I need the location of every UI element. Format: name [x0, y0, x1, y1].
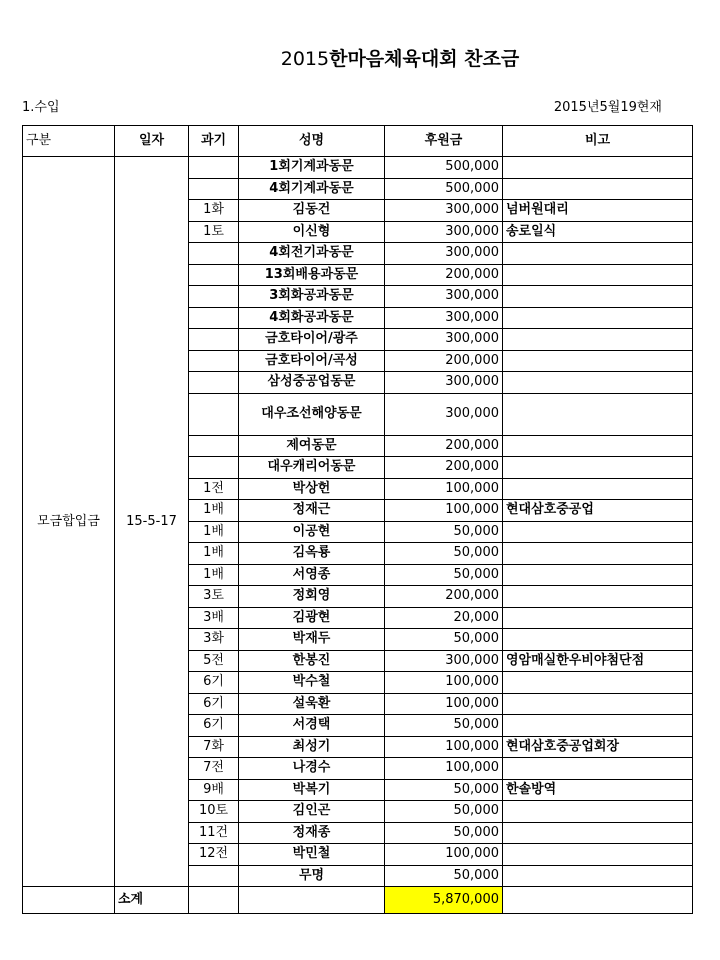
header-date: 일자	[115, 126, 189, 157]
name-cell: 4회화공과동문	[239, 307, 385, 329]
name-cell: 김동건	[239, 200, 385, 222]
title-text: 한마음체육대회 찬조금	[329, 48, 520, 70]
name-cell: 13회배용과동문	[239, 264, 385, 286]
name-cell: 박민철	[239, 844, 385, 866]
note-cell	[503, 178, 693, 200]
subtotal-row	[23, 887, 693, 914]
name-cell: 서영종	[239, 564, 385, 586]
amount-cell: 300,000	[385, 393, 503, 435]
name-cell: 대우캐리어동문	[239, 457, 385, 479]
class-cell: 5전	[189, 650, 239, 672]
amount-cell: 100,000	[385, 672, 503, 694]
class-cell: 1토	[189, 221, 239, 243]
header-note: 비고	[503, 126, 693, 157]
header-name: 성명	[239, 126, 385, 157]
class-cell: 6기	[189, 693, 239, 715]
amount-cell: 100,000	[385, 500, 503, 522]
class-cell: 1전	[189, 478, 239, 500]
note-cell	[503, 629, 693, 651]
note-cell	[503, 372, 693, 394]
amount-cell: 300,000	[385, 650, 503, 672]
amount-cell: 50,000	[385, 865, 503, 887]
name-cell: 이공현	[239, 521, 385, 543]
table-row	[23, 157, 693, 179]
amount-cell: 200,000	[385, 435, 503, 457]
name-cell: 정회영	[239, 586, 385, 608]
name-cell: 제여동문	[239, 435, 385, 457]
header-class: 과기	[189, 126, 239, 157]
amount-cell: 200,000	[385, 264, 503, 286]
class-cell: 11건	[189, 822, 239, 844]
amount-cell: 300,000	[385, 286, 503, 308]
name-cell: 박수철	[239, 672, 385, 694]
name-cell: 박재두	[239, 629, 385, 651]
class-cell: 3화	[189, 629, 239, 651]
subtotal-empty-cell	[239, 887, 385, 914]
note-cell	[503, 393, 693, 435]
note-cell: 현대삼호중공업회장	[503, 736, 693, 758]
category-cell: 모금합입금	[23, 157, 115, 887]
name-cell: 금호타이어/광주	[239, 329, 385, 351]
class-cell	[189, 264, 239, 286]
amount-cell: 100,000	[385, 478, 503, 500]
note-cell: 송로일식	[503, 221, 693, 243]
name-cell: 4회전기과동문	[239, 243, 385, 265]
note-cell	[503, 543, 693, 565]
class-cell: 6기	[189, 715, 239, 737]
name-cell: 무명	[239, 865, 385, 887]
note-cell	[503, 586, 693, 608]
note-cell	[503, 844, 693, 866]
class-cell	[189, 393, 239, 435]
subtotal-amount: 5,870,000	[385, 887, 503, 914]
name-cell: 정재종	[239, 822, 385, 844]
amount-cell: 300,000	[385, 221, 503, 243]
table-header-row	[23, 126, 693, 157]
name-cell: 이신형	[239, 221, 385, 243]
class-cell	[189, 435, 239, 457]
amount-cell: 200,000	[385, 350, 503, 372]
note-cell: 영암매실한우비야첨단점	[503, 650, 693, 672]
name-cell: 최성기	[239, 736, 385, 758]
class-cell: 1배	[189, 543, 239, 565]
date-cell: 15-5-17	[115, 157, 189, 887]
note-cell	[503, 672, 693, 694]
amount-cell: 50,000	[385, 521, 503, 543]
amount-cell: 50,000	[385, 822, 503, 844]
name-cell: 서경택	[239, 715, 385, 737]
class-cell	[189, 329, 239, 351]
class-cell: 7전	[189, 758, 239, 780]
note-cell	[503, 286, 693, 308]
class-cell	[189, 865, 239, 887]
class-cell	[189, 157, 239, 179]
class-cell	[189, 372, 239, 394]
header-amount: 후원금	[385, 126, 503, 157]
subtotal-empty-cell	[503, 887, 693, 914]
amount-cell: 200,000	[385, 457, 503, 479]
note-cell	[503, 243, 693, 265]
name-cell: 1회기계과동문	[239, 157, 385, 179]
name-cell: 김옥룡	[239, 543, 385, 565]
name-cell: 3회화공과동문	[239, 286, 385, 308]
name-cell: 김인곤	[239, 801, 385, 823]
amount-cell: 500,000	[385, 178, 503, 200]
class-cell	[189, 457, 239, 479]
name-cell: 박상헌	[239, 478, 385, 500]
note-cell: 넘버원대리	[503, 200, 693, 222]
note-cell	[503, 307, 693, 329]
name-cell: 4회기계과동문	[239, 178, 385, 200]
note-cell	[503, 693, 693, 715]
amount-cell: 50,000	[385, 801, 503, 823]
amount-cell: 300,000	[385, 372, 503, 394]
document-title	[0, 44, 720, 71]
name-cell: 한봉진	[239, 650, 385, 672]
as-of-date: 2015년5월19현재	[553, 100, 662, 115]
name-cell: 박복기	[239, 779, 385, 801]
note-cell	[503, 521, 693, 543]
note-cell	[503, 865, 693, 887]
class-cell: 7화	[189, 736, 239, 758]
header-category: 구분	[23, 126, 115, 157]
note-cell: 현대삼호중공업	[503, 500, 693, 522]
amount-cell: 50,000	[385, 715, 503, 737]
amount-cell: 100,000	[385, 844, 503, 866]
class-cell: 3토	[189, 586, 239, 608]
name-cell: 금호타이어/곡성	[239, 350, 385, 372]
amount-cell: 20,000	[385, 607, 503, 629]
note-cell	[503, 564, 693, 586]
name-cell: 삼성중공업동문	[239, 372, 385, 394]
class-cell	[189, 307, 239, 329]
class-cell: 6기	[189, 672, 239, 694]
class-cell: 1배	[189, 564, 239, 586]
amount-cell: 100,000	[385, 736, 503, 758]
donation-table	[22, 125, 693, 914]
class-cell: 1배	[189, 521, 239, 543]
name-cell: 나경수	[239, 758, 385, 780]
class-cell: 12전	[189, 844, 239, 866]
class-cell	[189, 350, 239, 372]
note-cell	[503, 457, 693, 479]
name-cell: 정재근	[239, 500, 385, 522]
note-cell	[503, 350, 693, 372]
name-cell: 설욱환	[239, 693, 385, 715]
class-cell	[189, 286, 239, 308]
amount-cell: 300,000	[385, 243, 503, 265]
amount-cell: 100,000	[385, 693, 503, 715]
subtotal-empty-cell	[23, 887, 115, 914]
class-cell	[189, 178, 239, 200]
class-cell	[189, 243, 239, 265]
subtotal-label: 소계	[115, 887, 189, 914]
subtotal-empty-cell	[189, 887, 239, 914]
amount-cell: 300,000	[385, 307, 503, 329]
note-cell	[503, 157, 693, 179]
amount-cell: 50,000	[385, 543, 503, 565]
note-cell	[503, 715, 693, 737]
amount-cell: 300,000	[385, 200, 503, 222]
amount-cell: 200,000	[385, 586, 503, 608]
class-cell: 9배	[189, 779, 239, 801]
amount-cell: 50,000	[385, 779, 503, 801]
note-cell	[503, 758, 693, 780]
note-cell	[503, 822, 693, 844]
name-cell: 대우조선해양동문	[239, 393, 385, 435]
note-cell	[503, 607, 693, 629]
note-cell	[503, 435, 693, 457]
class-cell: 3배	[189, 607, 239, 629]
amount-cell: 50,000	[385, 564, 503, 586]
note-cell: 한솔방역	[503, 779, 693, 801]
class-cell: 1배	[189, 500, 239, 522]
class-cell: 1화	[189, 200, 239, 222]
amount-cell: 500,000	[385, 157, 503, 179]
section-label: 1.수입	[22, 100, 60, 115]
name-cell: 김광현	[239, 607, 385, 629]
amount-cell: 50,000	[385, 629, 503, 651]
class-cell: 10토	[189, 801, 239, 823]
note-cell	[503, 264, 693, 286]
amount-cell: 100,000	[385, 758, 503, 780]
amount-cell: 300,000	[385, 329, 503, 351]
title-year: 2015	[280, 48, 330, 70]
note-cell	[503, 478, 693, 500]
note-cell	[503, 801, 693, 823]
note-cell	[503, 329, 693, 351]
